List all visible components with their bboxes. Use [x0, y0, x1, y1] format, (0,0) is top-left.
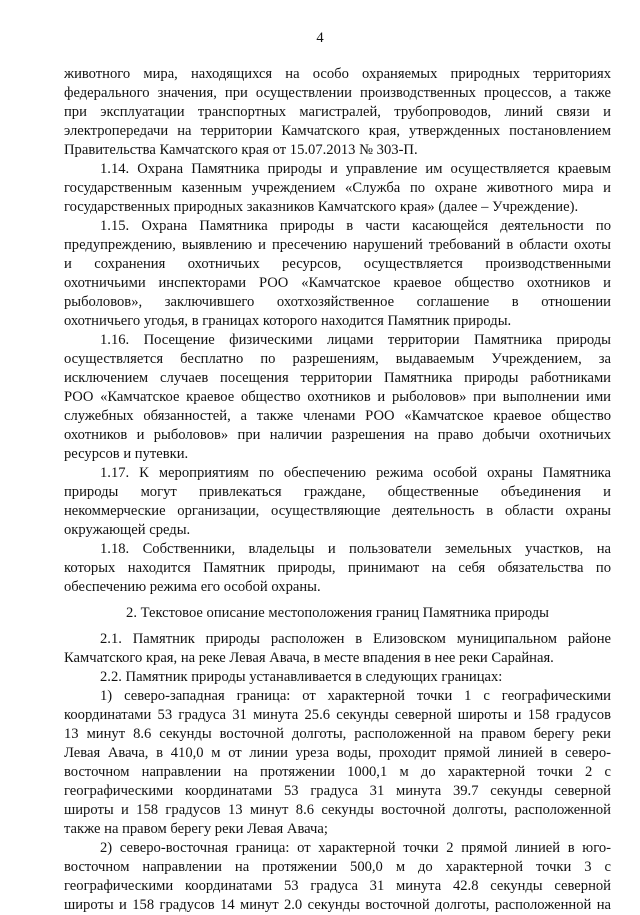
- paragraph-1-14-start: 1.14. Охрана Памятника природы и управление им осуществляется краевым: [100, 161, 611, 177]
- paragraph-1-17-start: 1.17. К мероприятиям по обеспечению режима особой охраны Памятника: [100, 465, 611, 481]
- text-line: РОО «Камчатское краевое общество охотников и рыболовов» при выполнении ими: [64, 389, 611, 405]
- boundary-1-start: 1) северо-западная граница: от характерной точки 1 с географическими: [100, 688, 611, 704]
- text-line: которых находится Памятник природы, принимают на себя обязательства по: [64, 560, 611, 576]
- text-line: Правительства Камчатского края от 15.07.2013 № 303-П.: [64, 142, 418, 158]
- text-line: некоммерческие организации, осуществляющие деятельность в области охраны: [64, 503, 611, 519]
- text-line: ресурсов и путевки.: [64, 446, 189, 462]
- text-line: Левая Авача, в 410,0 м от линии уреза воды, проходит прямой линией в северо-: [64, 745, 611, 761]
- paragraph-1-15-start: 1.15. Охрана Памятника природы в части касающейся деятельности по: [100, 218, 611, 234]
- paragraph-2-2: 2.2. Памятник природы устанавливается в следующих границах:: [100, 669, 503, 685]
- text-line: географическими координатами 53 градуса 31 минута 39.7 секунды северной: [64, 783, 611, 799]
- text-line: федерального значения, при осуществлении производственных процессов, а также: [64, 85, 611, 101]
- text-line: предупреждению, выявлению и пресечению нарушений требований в области охоты: [64, 237, 611, 253]
- text-line: обеспечению режима его особой охраны.: [64, 579, 321, 595]
- text-line: широты и 158 градусов 13 минут 8.6 секунды восточной долготы, расположенной: [64, 802, 611, 818]
- text-line: животного мира, находящихся на особо охраняемых природных территориях: [64, 66, 611, 82]
- text-line: Камчатского края, на реке Левая Авача, в месте впадения в нее реки Сарайная.: [64, 650, 554, 666]
- text-line: осуществляется бесплатно по разрешениям, выдаваемым Учреждением, за: [64, 351, 611, 367]
- text-line: географическими координатами 53 градуса 31 минута 42.8 секунды северной: [64, 878, 611, 894]
- text-line: восточном направлении на протяжении 1000,1 м до характерной точки 2 с: [64, 764, 611, 780]
- text-line: рыболовов», заключившего охотхозяйственное соглашение в отношении: [64, 294, 611, 310]
- section-2-heading: 2. Текстовое описание местоположения границ Памятника природы: [126, 605, 549, 621]
- page-number: 4: [316, 30, 324, 46]
- text-line: при эксплуатации транспортных магистралей, трубопроводов, линий связи и: [64, 104, 611, 120]
- text-line: государственным казенным учреждением «Служба по охране животного мира и: [64, 180, 611, 196]
- text-line: восточном направлении на протяжении 500,0 м до характерной точки 3 с: [64, 859, 611, 875]
- text-line: также на правом берегу реки Левая Авача;: [64, 821, 328, 837]
- text-line: охотничьего угодья, в границах которого находится Памятник природы.: [64, 313, 512, 329]
- text-line: электропередачи на территории Камчатского края, утвержденных постановлением: [64, 123, 611, 139]
- text-line: исключением случаев посещения территории Памятника природы работниками: [64, 370, 611, 386]
- text-line: государственных природных заказников Камчатского края» (далее – Учреждение).: [64, 199, 579, 215]
- text-line: и сохранения охотничьих ресурсов, осуществляется производственными: [64, 256, 611, 272]
- paragraph-2-1-start: 2.1. Памятник природы расположен в Елизовском муниципальном районе: [100, 631, 611, 647]
- text-line: широты и 158 градусов 14 минут 2.0 секунды восточной долготы, расположенной на: [64, 897, 611, 913]
- text-line: окружающей среды.: [64, 522, 191, 538]
- text-line: охотничьими инспекторами РОО «Камчатское краевое общество охотников и: [64, 275, 611, 291]
- boundary-2-start: 2) северо-восточная граница: от характерной точки 2 прямой линией в юго-: [100, 840, 611, 856]
- text-line: 13 минут 8.6 секунды восточной долготы, расположенной на правом берегу реки: [64, 726, 611, 742]
- paragraph-1-16-start: 1.16. Посещение физическими лицами территории Памятника природы: [100, 332, 611, 348]
- text-line: служебных обязанностей, а также членами РОО «Камчатское краевое общество: [64, 408, 611, 424]
- text-line: охотников и рыболовов» при наличии разрешения на право добычи охотничьих: [64, 427, 611, 443]
- text-line: координатами 53 градуса 31 минута 25.6 секунды северной широты и 158 градусов: [64, 707, 611, 723]
- text-line: природы могут привлекаться граждане, общественные объединения и: [64, 484, 611, 500]
- paragraph-1-18-start: 1.18. Собственники, владельцы и пользователи земельных участков, на: [100, 541, 611, 557]
